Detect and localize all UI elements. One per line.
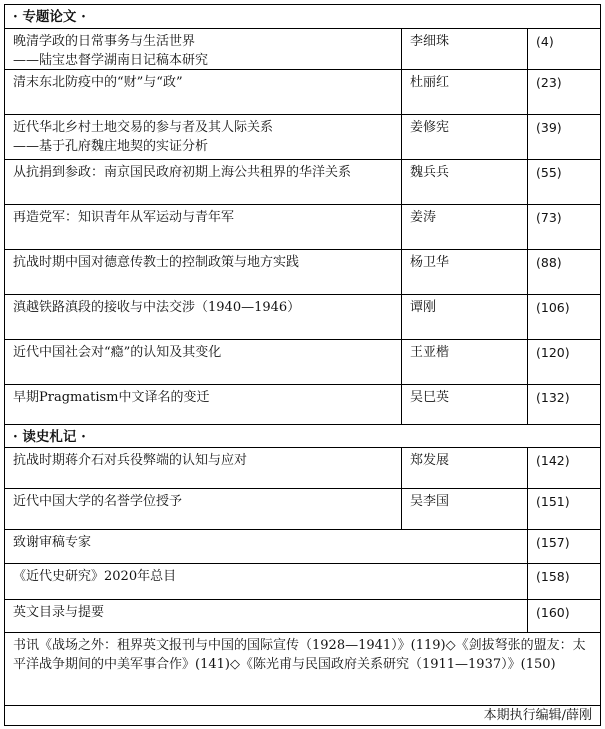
misc-title: 英文目录与提要 [5, 600, 528, 632]
misc-page: (160) [536, 605, 570, 620]
article-author: 吴巳英 [402, 385, 528, 424]
article-subtitle: ——基于孔府魏庄地契的实证分析 [13, 139, 209, 154]
article-author: 姜涛 [402, 205, 528, 249]
article-title: 早期Pragmatism中文译名的变迁 [5, 385, 402, 424]
article-row [5, 385, 600, 425]
article-page: (132) [536, 390, 570, 405]
article-title: 抗战时期中国对德意传教士的控制政策与地方实践 [5, 250, 402, 294]
note-title: 抗战时期蒋介石对兵役弊端的认知与应对 [5, 448, 402, 488]
article-row [5, 115, 600, 160]
article-page: (88) [536, 255, 562, 270]
article-row [5, 205, 600, 250]
article-page: (106) [536, 300, 570, 315]
article-page: (120) [536, 345, 570, 360]
book-review-row [5, 633, 600, 706]
article-author: 谭刚 [402, 295, 528, 339]
note-page: (151) [536, 494, 570, 509]
misc-title: 致谢审稿专家 [5, 530, 528, 563]
section-header-notes [5, 425, 600, 448]
article-author: 杨卫华 [402, 250, 528, 294]
misc-title: 《近代史研究》2020年总目 [5, 564, 528, 599]
article-page: (23) [536, 75, 562, 90]
section-title: · 读史札记 · [13, 429, 86, 445]
article-row [5, 340, 600, 385]
misc-page: (157) [536, 535, 570, 550]
article-row [5, 160, 600, 205]
note-title: 近代中国大学的名誉学位授予 [5, 489, 402, 529]
article-title: 清末东北防疫中的“财”与“政” [5, 70, 402, 114]
article-title: 从抗捐到参政：南京国民政府初期上海公共租界的华洋关系 [5, 160, 402, 204]
note-author: 吴李国 [402, 489, 528, 529]
article-author: 李细珠 [402, 29, 528, 69]
editor-row [5, 706, 600, 725]
section-title: · 专题论文 · [13, 9, 86, 25]
article-row [5, 250, 600, 295]
article-title: 近代中国社会对“瘾”的认知及其变化 [5, 340, 402, 384]
article-title: 晚清学政的日常事务与生活世界 [13, 34, 196, 49]
article-row [5, 295, 600, 340]
article-title-cell [5, 115, 402, 159]
misc-row [5, 600, 600, 633]
article-page: (4) [536, 34, 554, 49]
note-row [5, 489, 600, 530]
article-row [5, 70, 600, 115]
article-author: 杜丽红 [402, 70, 528, 114]
note-author: 郑发展 [402, 448, 528, 488]
article-subtitle: ——陆宝忠督学湖南日记稿本研究 [13, 53, 209, 68]
article-title-cell [5, 29, 402, 69]
misc-page: (158) [536, 569, 570, 584]
article-title: 再造党军：知识青年从军运动与青年军 [5, 205, 402, 249]
article-author: 王亚楷 [402, 340, 528, 384]
editor-credit: 本期执行编辑/薛刚 [483, 708, 592, 723]
misc-row [5, 530, 600, 564]
article-author: 姜修宪 [402, 115, 528, 159]
section-header-topic [5, 5, 600, 29]
table-of-contents [4, 4, 601, 726]
article-page: (55) [536, 165, 562, 180]
misc-row [5, 564, 600, 600]
note-row [5, 448, 600, 489]
article-row [5, 29, 600, 70]
book-review-text: 书讯《战场之外：租界英文报刊与中国的国际宣传（1928—1941）》(119)◇《剑拔弩张的盟友：太平洋战争期间的中美军事合作》(141)◇《陈光甫与民国政府关系研究（1911—1937）》(150) [13, 638, 586, 672]
note-page: (142) [536, 453, 570, 468]
article-title: 近代华北乡村土地交易的参与者及其人际关系 [13, 120, 274, 135]
article-page: (39) [536, 120, 562, 135]
article-author: 魏兵兵 [402, 160, 528, 204]
article-title: 滇越铁路滇段的接收与中法交涉（1940—1946） [5, 295, 402, 339]
article-page: (73) [536, 210, 562, 225]
